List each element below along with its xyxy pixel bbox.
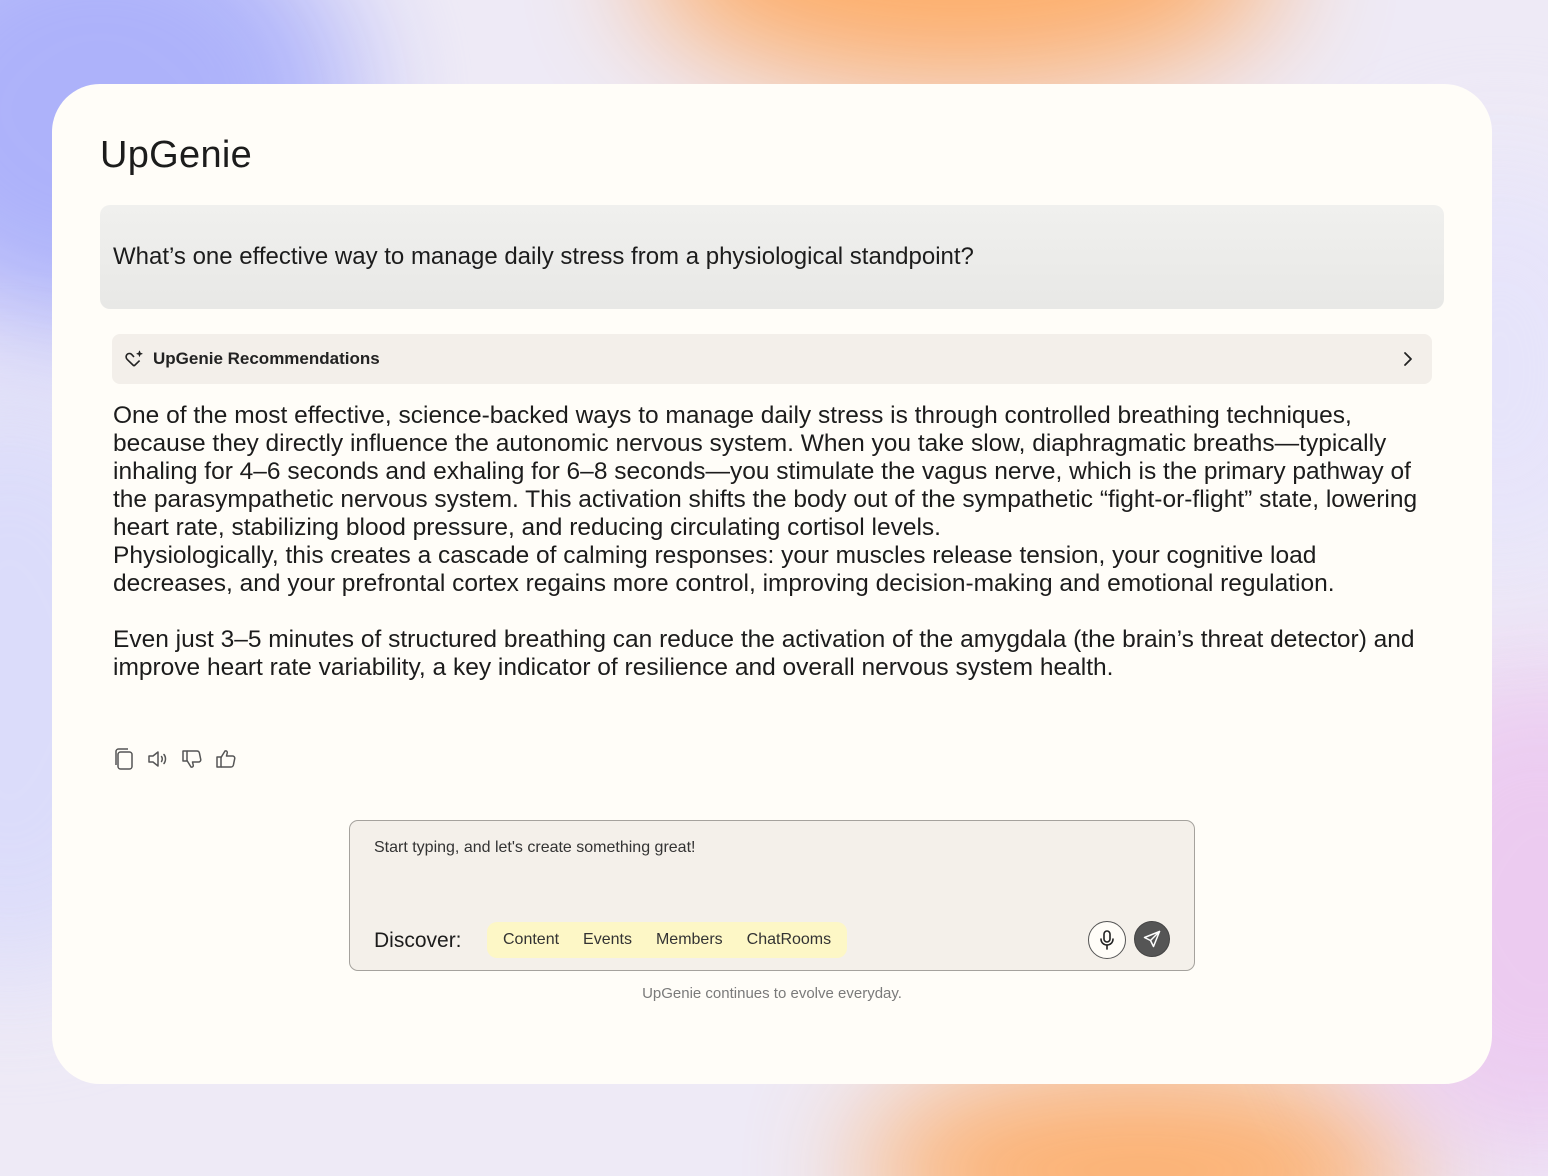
message-composer — [349, 820, 1195, 971]
answer-paragraph: Physiologically, this creates a cascade of calming responses: your muscles release tension, your cognitive load decreases, and your prefrontal cortex regains more control, improving decision-making and emotional regulation. — [113, 542, 1335, 597]
thumbs-up-icon[interactable] — [214, 747, 238, 771]
discover-chips — [487, 922, 847, 958]
message-input[interactable] — [374, 839, 1154, 857]
app-title: UpGenie — [100, 134, 253, 176]
recommendations-label: UpGenie Recommendations — [153, 349, 380, 368]
user-question-text: What’s one effective way to manage daily stress from a physiological standpoint? — [113, 243, 974, 270]
microphone-icon — [1098, 930, 1116, 950]
speaker-icon[interactable] — [146, 747, 170, 771]
chevron-right-icon[interactable] — [1396, 347, 1420, 371]
user-question-bubble — [100, 205, 1444, 309]
copy-icon[interactable] — [112, 747, 136, 771]
chip-content[interactable]: Content — [503, 931, 560, 948]
sparkle-heart-icon — [124, 349, 144, 369]
send-button[interactable] — [1134, 921, 1170, 957]
chat-card — [52, 84, 1492, 1084]
discover-label: Discover: — [374, 929, 462, 952]
thumbs-down-icon[interactable] — [180, 747, 204, 771]
chip-members[interactable]: Members — [655, 931, 723, 948]
answer-actions — [112, 747, 238, 771]
answer-paragraph: One of the most effective, science-backed ways to manage daily stress is through controlled breathing techniques, because they directly influence the autonomic nervous system. When you take slow, diaphragmatic breaths—typically inhaling for 4–6 seconds and exhaling for 6–8 seconds—you stimulate the vagus nerve, which is the primary pathway of the parasympathetic nervous system. This activation shifts the body out of the sympathetic “fight-or-flight” state, lowering heart rate, stabilizing blood pressure, and reducing circulating cortisol levels. — [113, 402, 1418, 541]
microphone-button[interactable] — [1088, 921, 1126, 959]
chip-chatrooms[interactable]: ChatRooms — [746, 931, 832, 948]
answer-paragraph: Even just 3–5 minutes of structured breathing can reduce the activation of the amygdala (the brain’s threat detector) and improve heart rate variability, a key indicator of resilience and overall nervous system health. — [113, 626, 1415, 681]
send-icon — [1143, 930, 1161, 948]
footer-note: UpGenie continues to evolve everyday. — [642, 985, 902, 1002]
recommendations-toggle[interactable] — [112, 334, 1432, 384]
chip-events[interactable]: Events — [583, 931, 632, 948]
assistant-answer — [113, 402, 1439, 682]
